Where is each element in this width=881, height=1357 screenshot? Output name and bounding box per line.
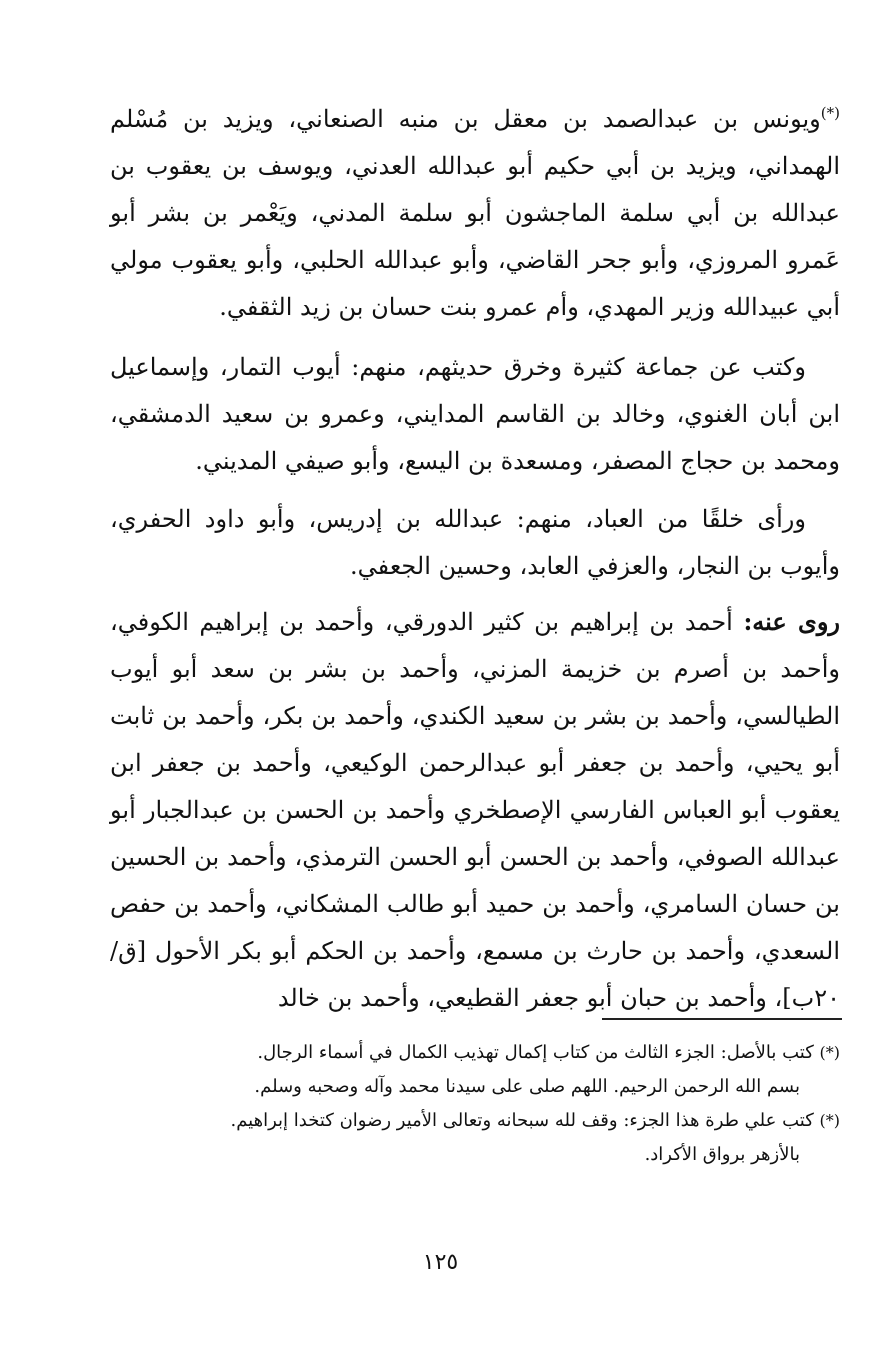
footnote-text: كتب علي طرة هذا الجزء: وقف لله سبحانه وتعالى الأمير رضوان كتخدا إبراهيم. bbox=[230, 1110, 820, 1131]
paragraph-body: أحمد بن إبراهيم بن كثير الدورقي، وأحمد بن إبراهيم الكوفي، وأحمد بن أصرم بن خزيمة المزني، وأحمد بن بشر بن سعد أبو أيوب الطيالسي، وأحمد بن بشر بن سعيد الكندي، وأحمد بن بكر، وأحمد بن ثابت أبو يحيي، وأحمد بن جعفر أبو عبدالرحمن الوكيعي، وأحمد بن جعفر ابن يعقوب أبو العباس الفارسي الإصطخري وأحمد بن الحسن بن عبدالجبار أبو عبدالله الصوفي، وأحمد بن الحسن أبو الحسن الترمذي، وأحمد بن الحسين بن حسان السامري، وأحمد بن حميد أبو طالب المشكاني، وأحمد بن حفص السعدي، وأحمد بن حارث بن مسمع، وأحمد بن الحكم أبو بكر الأحول [ق/٢٠ب]، وأحمد بن حبان أبو جعفر القطيعي، وأحمد بن خالد bbox=[110, 608, 840, 1012]
paragraph-lead-heading: روى عنه: bbox=[743, 607, 840, 636]
paragraph-text: وكتب عن جماعة كثيرة وخرق حديثهم، منهم: أيوب التمار، وإسماعيل ابن أبان الغنوي، وخالد بن القاسم المدايني، وعمرو بن سعيد الدمشقي، ومحمد بن حجاج المصفر، ومسعدة بن اليسع، وأبو صيفي المديني. bbox=[110, 353, 840, 475]
paragraph-saw-worshippers bbox=[110, 496, 840, 590]
page-number: ١٢٥ bbox=[422, 1250, 459, 1275]
paragraph-narrators-list bbox=[110, 96, 840, 331]
footnotes-section bbox=[150, 1036, 840, 1172]
footnote-marker: (*) bbox=[819, 1043, 840, 1062]
footnote-divider bbox=[602, 1018, 842, 1020]
footnote-2-continuation: بالأزهر برواق الأكراد. bbox=[644, 1144, 800, 1165]
paragraph-text: ورأى خلقًا من العباد، منهم: عبدالله بن إدريس، وأبو داود الحفري، وأيوب بن النجار، والعزفي العابد، وحسين الجعفي. bbox=[110, 505, 840, 580]
footnote-marker: (*) bbox=[819, 1111, 840, 1130]
footnote-1-continuation: بسم الله الرحمن الرحيم. اللهم صلى على سيدنا محمد وآله وصحبه وسلم. bbox=[254, 1076, 800, 1097]
paragraph-text bbox=[110, 598, 840, 1022]
paragraph-wrote-from bbox=[110, 344, 840, 485]
footnote-1 bbox=[150, 1036, 840, 1070]
footnote-text: كتب بالأصل: الجزء الثالث من كتاب إكمال تهذيب الكمال في أسماء الرجال. bbox=[257, 1042, 820, 1063]
paragraph-text bbox=[110, 96, 840, 331]
footnote-marker: (*) bbox=[820, 104, 840, 122]
footnote-2 bbox=[150, 1104, 840, 1138]
paragraph-body: ويونس بن عبدالصمد بن معقل بن منبه الصنعاني، ويزيد بن مُسْلم الهمداني، ويزيد بن أبي حكيم أبو عبدالله العدني، ويوسف بن يعقوب بن عبدالله بن أبي سلمة الماجشون أبو سلمة المدني، ويَعْمر بن بشر أبو عَمرو المروزي، وأبو جحر القاضي، وأبو عبدالله الحلبي، وأبو يعقوب مولي أبي عبيدالله وزير المهدي، وأم عمرو بنت حسان بن زيد الثقفي. bbox=[110, 105, 840, 321]
paragraph-narrated-from-him bbox=[110, 598, 840, 1022]
